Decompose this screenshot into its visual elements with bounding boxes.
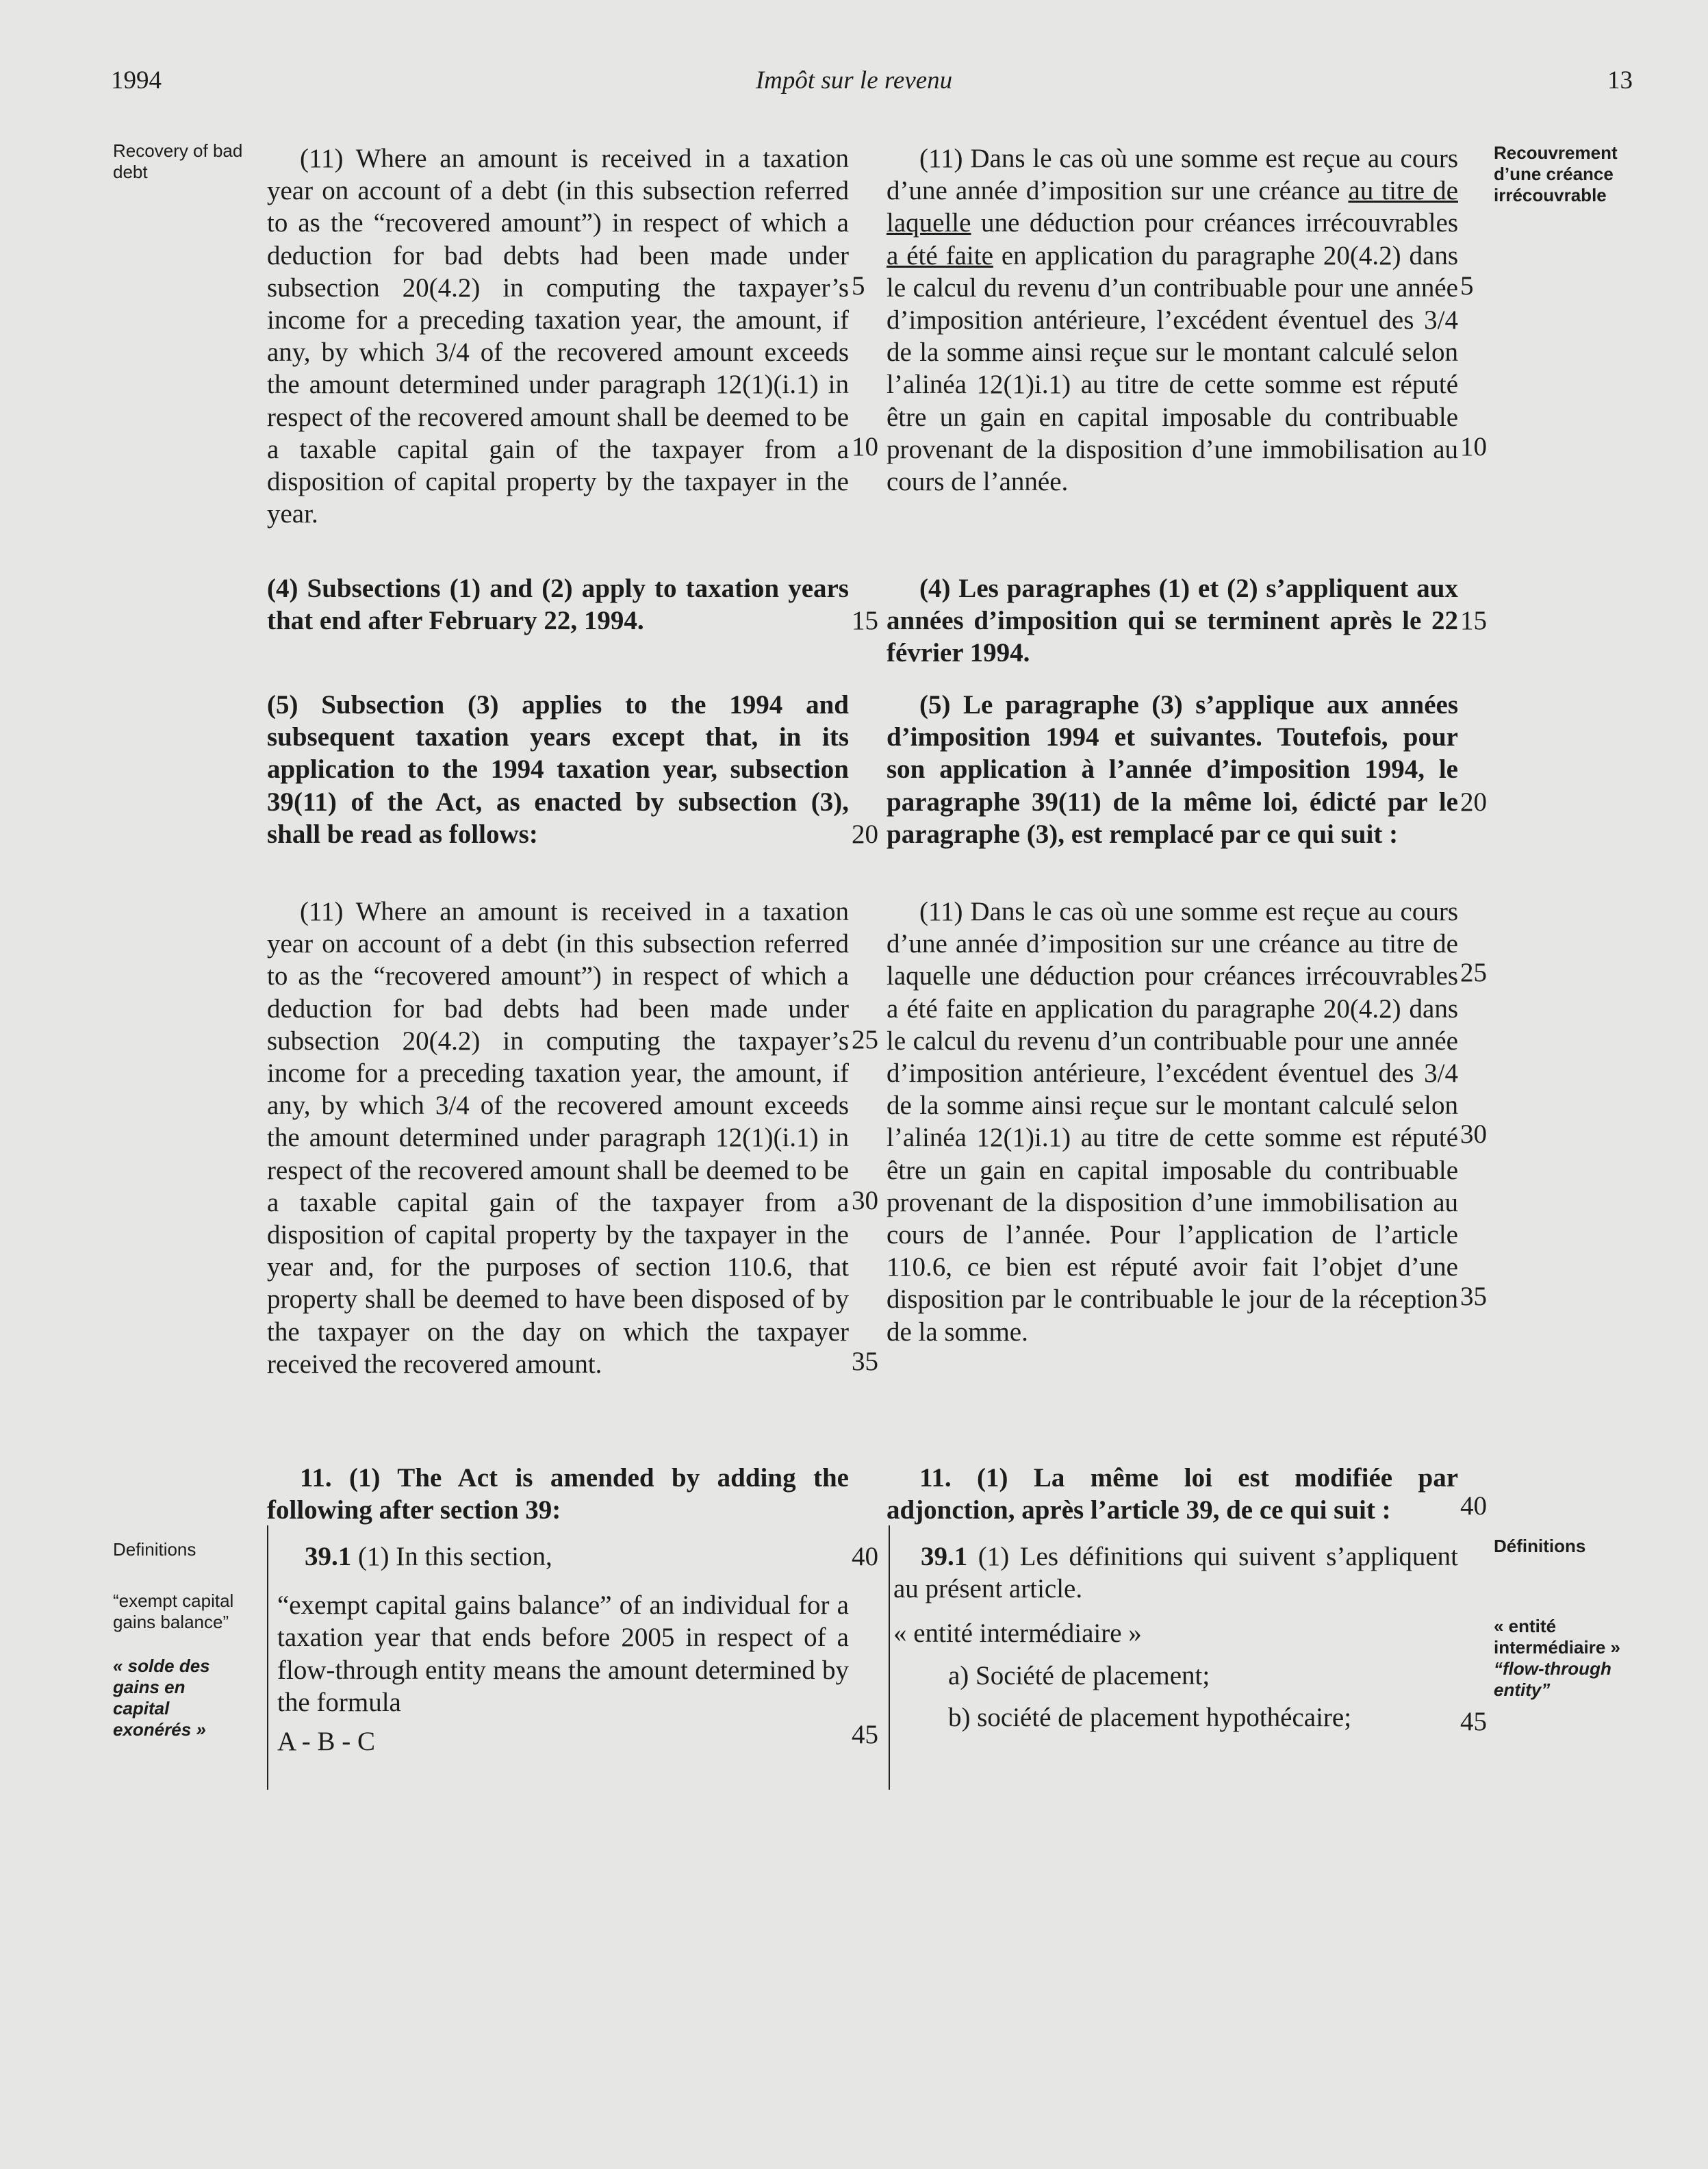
fr-section-11: 11. (1) La même loi est modifiée par adjonction, après l’article 39, de ce qui suit : <box>887 1463 1458 1525</box>
fr-paragraph-4-wrap <box>887 572 1458 670</box>
en-formula: A - B - C <box>277 1727 376 1757</box>
fr-paragraph-4: (4) Les paragraphes (1) et (2) s’appliquent aux années d’imposition qui se terminent après le 22 février 1994. <box>887 574 1458 668</box>
margin-term-fr-translation: « solde des gains en capital exonérés » <box>113 1656 210 1740</box>
margin-term-en: “exempt capital gains balance” <box>113 1590 234 1632</box>
fr-definition-item-b: b) société de placement hypothécaire; <box>948 1702 1352 1732</box>
en-paragraph-5: (5) Subsection (3) applies to the 1994 and subsequent taxation years except that, in its application to the 1994 taxation year, subsection 39(11) of the Act, as enacted by subsection (3), shall be read as follows: <box>267 690 849 849</box>
fr-paragraph-11: (11) Dans le cas où une somme est reçue au cours d’une année d’imposition sur une créance au titre de laquelle une déduction pour créances irrécouvrables a été faite en application du paragraphe 20(4.2) dans le calcul du revenu d’un contribuable pour une année d’imposition antérieure, l’excédent éventuel des 3/4 de la somme ainsi reçue sur le montant calculé selon l’alinéa 12(1)i.1) au titre de cette somme est réputé être un gain en capital imposable du contribuable provenant de la disposition d’une immobilisation au cours de l’année. <box>887 144 1458 497</box>
fr-paragraph-11-amended: (11) Dans le cas où une somme est reçue au cours d’une année d’imposition sur une créance au titre de laquelle une déduction pour créances irrécouvrables a été faite en application du paragraphe 20(4.2) dans le calcul du revenu d’un contribuable pour une année d’imposition antérieure, l’excédent éventuel des 3/4 de la somme ainsi reçue sur le montant calculé selon l’alinéa 12(1)i.1) au titre de cette somme est réputé être un gain en capital imposable du contribuable provenant de la disposition d’une immobilisation au cours de l’année. Pour l’application de l’article 110.6, ce bien est réputé avoir fait l’objet d’une disposition par le contribuable le jour de la réception de la somme. <box>887 897 1458 1347</box>
fr-definition-term: « entité intermédiaire » <box>893 1619 1142 1649</box>
fr-definition-item-a: a) Société de placement; <box>948 1660 1210 1690</box>
line-number: 10 <box>1460 432 1487 461</box>
en-definitions-wrap <box>277 1540 849 1758</box>
line-number: 45 <box>852 1720 878 1749</box>
line-number: 40 <box>1460 1491 1487 1521</box>
english-column <box>267 142 849 530</box>
fr-rule <box>889 1525 890 1790</box>
line-number: 20 <box>1460 787 1487 817</box>
margin-note-recovery-fr: Recouvrement d’une créance irrécouvrable <box>1494 142 1618 205</box>
line-number: 5 <box>1460 271 1474 301</box>
line-number: 30 <box>852 1186 878 1215</box>
en-paragraph-4-wrap <box>267 572 849 637</box>
margin-note-recovery-en: Recovery of bad debt <box>113 140 243 182</box>
en-rule <box>267 1525 268 1790</box>
line-number: 15 <box>1460 606 1487 635</box>
line-number: 25 <box>852 1025 878 1054</box>
line-number: 45 <box>1460 1707 1487 1736</box>
fr-paragraph-5: (5) Le paragraphe (3) s’applique aux années d’imposition 1994 et suivantes. Toutefois, pour son application à l’année d’imposition 1994, le paragraphe 39(11) de la même loi, édicté par le paragraphe (3), est remplacé par ce qui suit : <box>887 690 1458 849</box>
en-paragraph-5-wrap <box>267 689 849 850</box>
line-number: 15 <box>852 606 878 635</box>
line-number: 35 <box>852 1347 878 1376</box>
fr-paragraph-5-wrap <box>887 689 1458 850</box>
en-paragraph-11: (11) Where an amount is received in a taxation year on account of a debt (in this subsection referred to as the “recovered amount”) in respect of which a deduction for bad debts had been made under subsection 20(4.2) in computing the taxpayer’s income for a preceding taxation year, the amount, if any, by which 3/4 of the recovered amount exceeds the amount determined under paragraph 12(1)(i.1) in respect of the recovered amount shall be deemed to be a taxable capital gain of the taxpayer from a disposition of capital property by the taxpayer in the year. <box>267 144 849 529</box>
line-number: 5 <box>852 271 865 301</box>
en-39-1: 39.1 (1) In this section, <box>305 1542 552 1571</box>
page-number: 13 <box>1607 66 1633 94</box>
header-title: Impôt sur le revenu <box>755 66 953 94</box>
margin-term-fr: « entité intermédiaire » <box>1494 1616 1620 1658</box>
line-number: 25 <box>1460 958 1487 987</box>
line-number: 20 <box>852 820 878 849</box>
fr-definitions-wrap <box>893 1540 1458 1734</box>
fr-section-11-wrap <box>887 1462 1458 1526</box>
en-section-11-wrap <box>267 1462 849 1526</box>
en-section-11: 11. (1) The Act is amended by adding the following after section 39: <box>267 1463 849 1525</box>
line-number: 35 <box>1460 1282 1487 1311</box>
en-paragraph-4: (4) Subsections (1) and (2) apply to taxation years that end after February 22, 1994. <box>267 574 849 636</box>
line-number: 30 <box>1460 1119 1487 1149</box>
line-number: 10 <box>852 432 878 461</box>
fr-39-1: 39.1 (1) Les définitions qui suivent s’appliquent au présent article. <box>893 1542 1459 1604</box>
fr-paragraph-11-amended-wrap <box>887 896 1458 1348</box>
header-year: 1994 <box>111 66 162 94</box>
line-number: 40 <box>852 1542 878 1571</box>
en-definition-exempt: “exempt capital gains balance” of an individual for a taxation year that ends before 2005 in respect of a flow-through entity means the amount determined by the formula <box>277 1590 849 1717</box>
margin-term-en-translation: “flow-through entity” <box>1494 1658 1611 1700</box>
french-column <box>887 142 1458 498</box>
margin-note-definitions-en: Definitions <box>113 1539 196 1560</box>
en-paragraph-11-amended-wrap <box>267 896 849 1380</box>
margin-note-definitions-fr: Définitions <box>1494 1536 1586 1556</box>
en-paragraph-11-amended: (11) Where an amount is received in a taxation year on account of a debt (in this subsection referred to as the “recovered amount”) in respect of which a deduction for bad debts had been made under subsection 20(4.2) in computing the taxpayer’s income for a preceding taxation year, the amount, if any, by which 3/4 of the recovered amount exceeds the amount determined under paragraph 12(1)(i.1) in respect of the recovered amount shall be deemed to be a taxable capital gain of the taxpayer from a disposition of capital property by the taxpayer in the year and, for the purposes of section 110.6, that property shall be deemed to have been disposed of by the taxpayer on the day on which the taxpayer received the recovered amount. <box>267 897 849 1379</box>
